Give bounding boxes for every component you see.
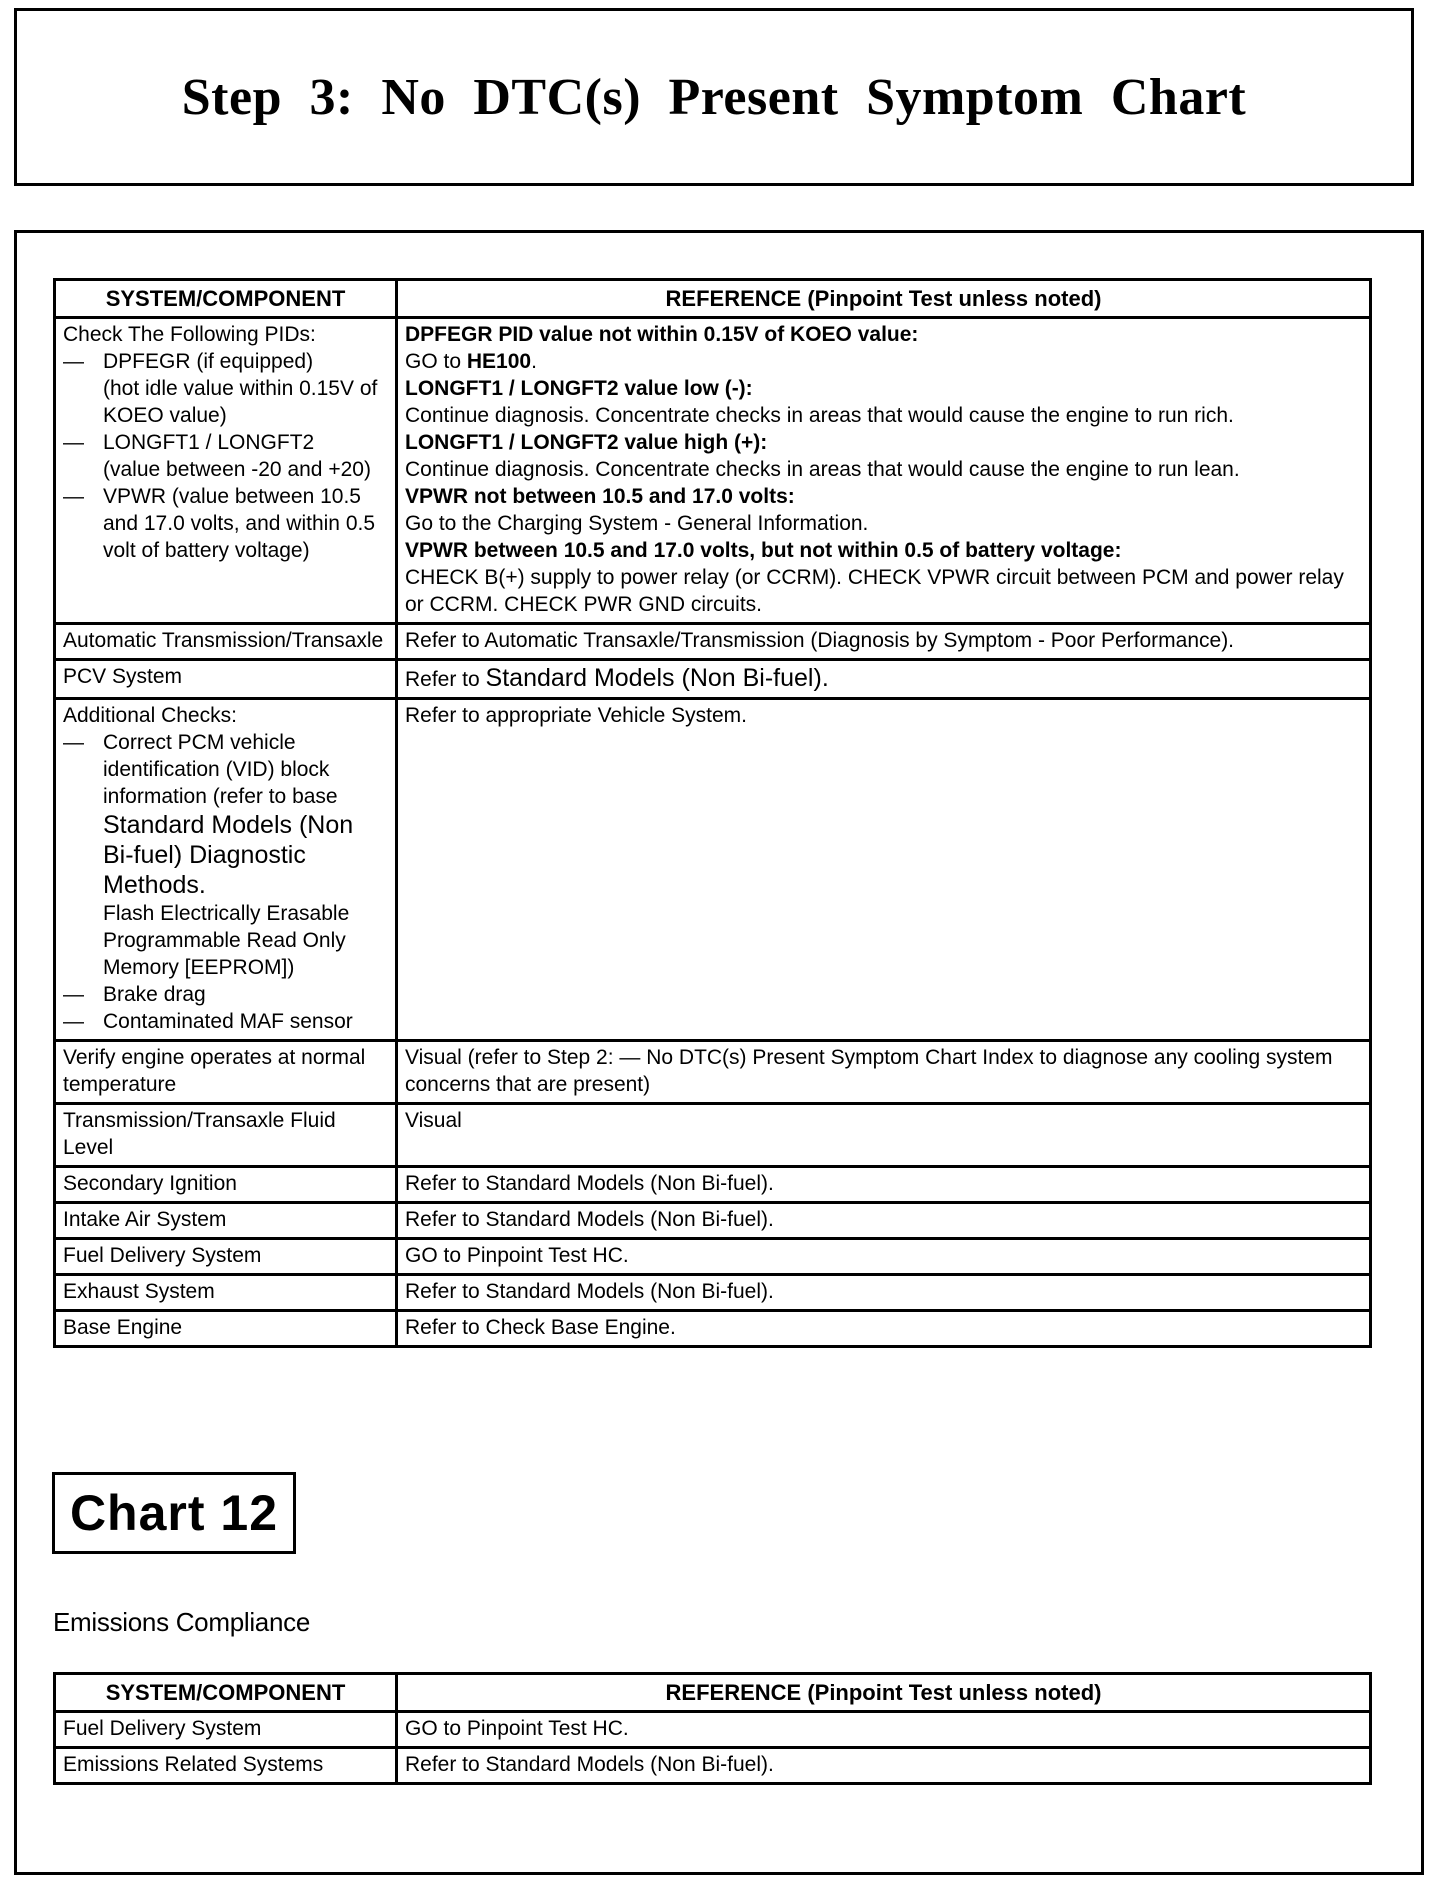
system-cell: Intake Air System — [55, 1203, 397, 1239]
list-item: — DPFEGR (if equipped) (hot idle value within 0.15V of KOEO value) — [63, 348, 388, 429]
list-item: — VPWR (value between 10.5 and 17.0 volts, and within 0.5 volt of battery voltage) — [63, 483, 388, 564]
table-row — [55, 1167, 1371, 1203]
table-row — [55, 624, 1371, 660]
reference-cell: Visual — [397, 1104, 1371, 1167]
reference-cell: Refer to Standard Models (Non Bi-fuel). — [397, 1167, 1371, 1203]
system-cell: Base Engine — [55, 1311, 397, 1347]
symptom-table — [53, 278, 1372, 1348]
ref-condition: VPWR not between 10.5 and 17.0 volts: — [405, 485, 795, 508]
ref-action: GO to HE100. — [405, 350, 537, 373]
system-cell: Secondary Ignition — [55, 1167, 397, 1203]
list-item: — LONGFT1 / LONGFT2 (value between -20 and +20) — [63, 429, 388, 483]
table-header-row — [55, 280, 1371, 318]
reference-cell: Refer to appropriate Vehicle System. — [397, 699, 1371, 1041]
additional-intro: Additional Checks: — [63, 704, 237, 727]
reference-cell: GO to Pinpoint Test HC. — [397, 1712, 1371, 1748]
ref-condition: DPFEGR PID value not within 0.15V of KOEO value: — [405, 323, 919, 346]
header-reference: REFERENCE (Pinpoint Test unless noted) — [397, 1674, 1371, 1712]
reference-cell: Visual (refer to Step 2: — No DTC(s) Present Symptom Chart Index to diagnose any cooling system concerns that are present) — [397, 1041, 1371, 1104]
reference-cell: GO to Pinpoint Test HC. — [397, 1239, 1371, 1275]
table-row-pids — [55, 318, 1371, 624]
reference-cell: Refer to Automatic Transaxle/Transmission (Diagnosis by Symptom - Poor Performance). — [397, 624, 1371, 660]
table-row — [55, 1311, 1371, 1347]
header-system: SYSTEM/COMPONENT — [55, 1674, 397, 1712]
table-row — [55, 1275, 1371, 1311]
additional-list — [63, 729, 388, 1035]
pids-cell — [55, 318, 397, 624]
pids-list — [63, 348, 388, 564]
section-subtitle: Emissions Compliance — [53, 1607, 310, 1637]
list-item: — Correct PCM vehicle identification (VID) block information (refer to base Standard Models (Non Bi-fuel) Diagnostic Methods. Flash Electrically Erasable Programmable Read Only Memory [EEPROM]) — [63, 729, 388, 981]
ref-action: Continue diagnosis. Concentrate checks in areas that would cause the engine to run rich. — [405, 404, 1234, 427]
page-title: Step 3: No DTC(s) Present Symptom Chart — [181, 68, 1247, 126]
pids-intro: Check The Following PIDs: — [63, 323, 316, 346]
emissions-table — [53, 1672, 1372, 1785]
ref-action: Go to the Charging System - General Information. — [405, 512, 869, 535]
reference-cell: Refer to Standard Models (Non Bi-fuel). — [397, 1748, 1371, 1784]
reference-cell: Refer to Check Base Engine. — [397, 1311, 1371, 1347]
system-cell: Verify engine operates at normal temperature — [55, 1041, 397, 1104]
ref-action: Continue diagnosis. Concentrate checks in areas that would cause the engine to run lean. — [405, 458, 1240, 481]
list-item: — Brake drag — [63, 981, 388, 1008]
table-row — [55, 1041, 1371, 1104]
table-row — [55, 1104, 1371, 1167]
header-reference: REFERENCE (Pinpoint Test unless noted) — [397, 280, 1371, 318]
reference-cell: Refer to Standard Models (Non Bi-fuel). — [397, 1203, 1371, 1239]
system-cell: Exhaust System — [55, 1275, 397, 1311]
ref-action: CHECK B(+) supply to power relay (or CCRM). CHECK VPWR circuit between PCM and power relay or CCRM. CHECK PWR GND circuits. — [405, 566, 1344, 616]
pids-reference-cell — [397, 318, 1371, 624]
reference-cell: Refer to Standard Models (Non Bi-fuel). — [397, 660, 1371, 699]
table-row — [55, 1748, 1371, 1784]
header-system: SYSTEM/COMPONENT — [55, 280, 397, 318]
system-cell: Automatic Transmission/Transaxle — [55, 624, 397, 660]
ref-condition: VPWR between 10.5 and 17.0 volts, but not within 0.5 of battery voltage: — [405, 539, 1122, 562]
title-box — [14, 8, 1414, 186]
ref-condition: LONGFT1 / LONGFT2 value high (+): — [405, 431, 768, 454]
list-item: — Contaminated MAF sensor — [63, 1008, 388, 1035]
chart-12-label: Chart 12 — [52, 1472, 296, 1554]
reference-cell: Refer to Standard Models (Non Bi-fuel). — [397, 1275, 1371, 1311]
table-row — [55, 1712, 1371, 1748]
system-cell: Fuel Delivery System — [55, 1239, 397, 1275]
table-header-row — [55, 1674, 1371, 1712]
table-row-additional — [55, 699, 1371, 1041]
table-row — [55, 660, 1371, 699]
system-cell: Emissions Related Systems — [55, 1748, 397, 1784]
system-cell: Transmission/Transaxle Fluid Level — [55, 1104, 397, 1167]
system-cell: PCV System — [55, 660, 397, 699]
ref-condition: LONGFT1 / LONGFT2 value low (-): — [405, 377, 753, 400]
table-row — [55, 1203, 1371, 1239]
table-row — [55, 1239, 1371, 1275]
system-cell: Fuel Delivery System — [55, 1712, 397, 1748]
additional-checks-cell — [55, 699, 397, 1041]
